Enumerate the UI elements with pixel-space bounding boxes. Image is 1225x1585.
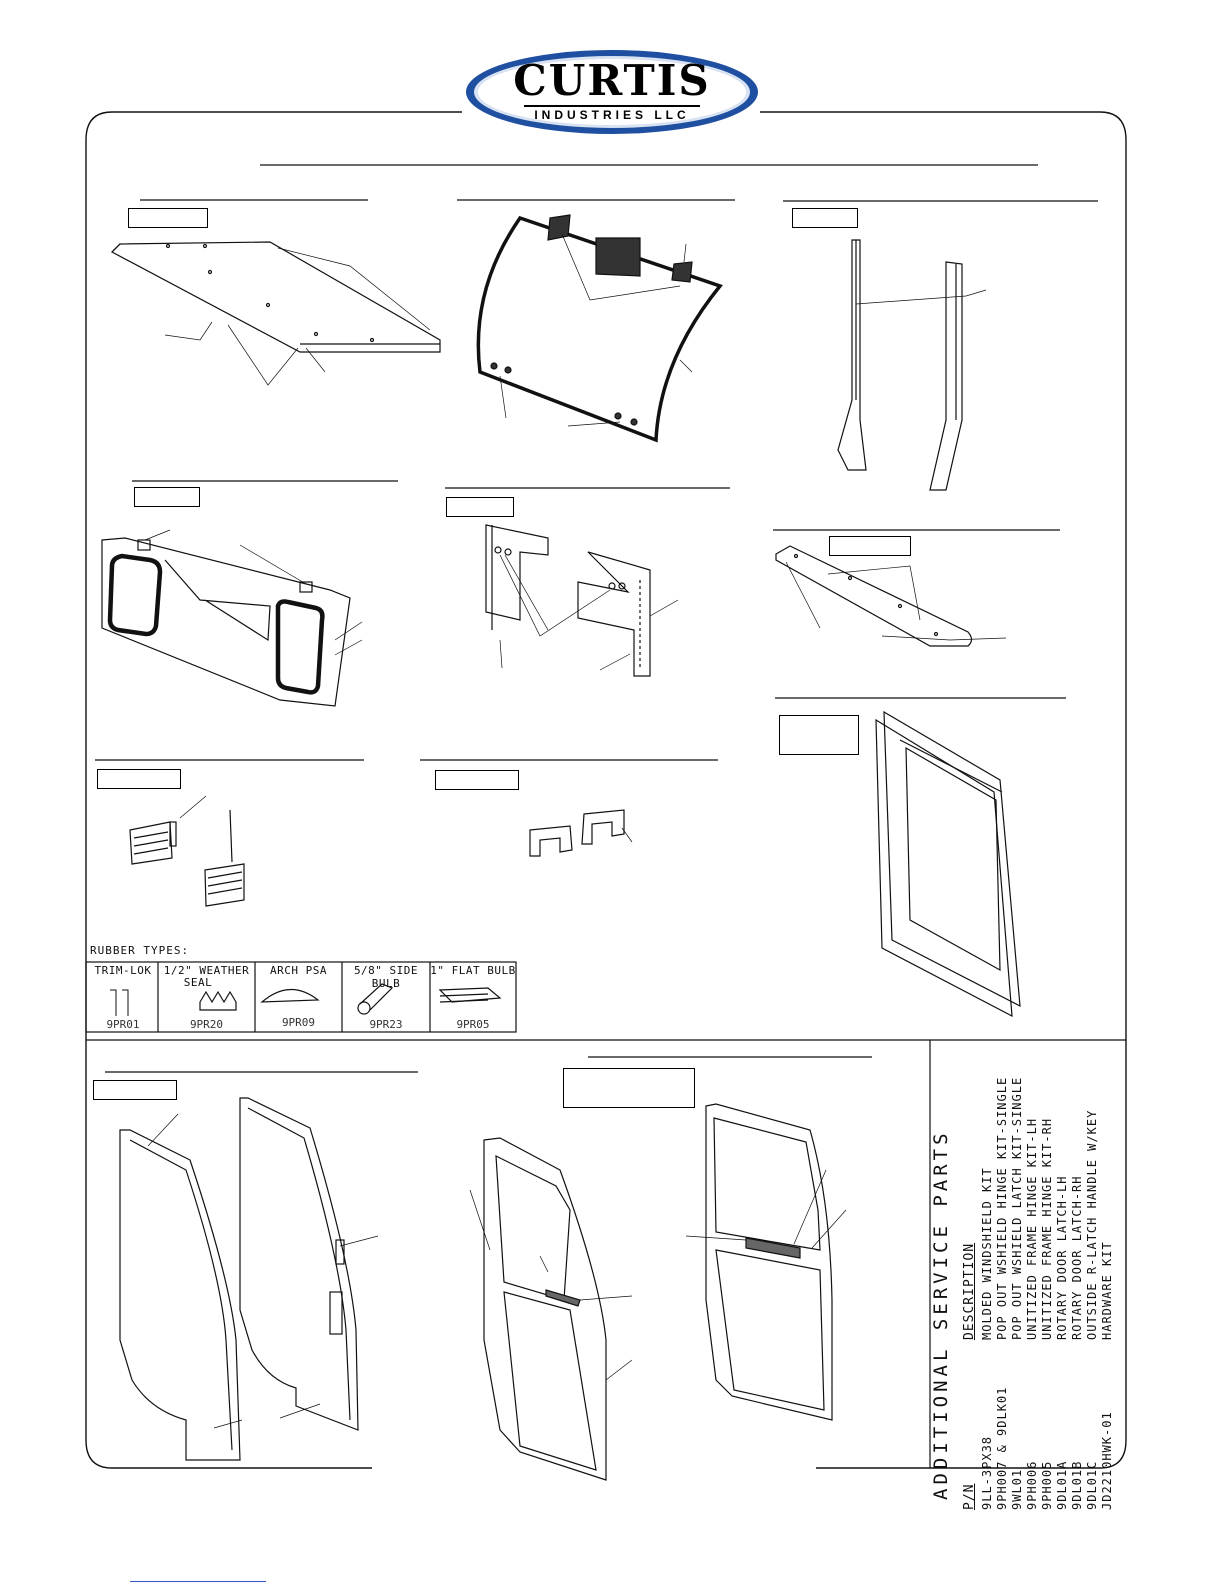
rubber-code-arch-psa: 9PR09	[281, 1016, 316, 1029]
label-box-upper-frame	[134, 487, 200, 507]
logo-subtitle: INDUSTRIES LLC	[534, 108, 690, 122]
rubber-code-flat-bulb: 9PR05	[456, 1018, 490, 1031]
door-frames-drawing	[120, 1098, 378, 1460]
label-box-posts	[792, 208, 858, 228]
hinge-brackets-drawing	[486, 525, 678, 676]
rubber-types-title: RUBBER TYPES:	[90, 944, 190, 957]
service-part-desc: ROTARY DOOR LATCH-LH	[1055, 1175, 1069, 1340]
service-part-pn: 9DL01A	[1055, 1460, 1069, 1510]
service-part-desc: HARDWARE KIT	[1100, 1241, 1114, 1340]
seal-strips-drawing	[130, 796, 244, 906]
service-part-pn: 9DL01C	[1085, 1460, 1099, 1510]
rubber-label-trim-lok: TRIM-LOK	[94, 964, 152, 977]
service-part-pn: 9PH007 & 9DLK01	[995, 1386, 1009, 1510]
service-part-desc: POP OUT WSHIELD HINGE KIT-SINGLE	[995, 1076, 1009, 1340]
rubber-label-flat-bulb: 1" FLAT BULB	[430, 964, 516, 977]
label-box-front-sill	[829, 536, 911, 556]
label-box-door-frames	[93, 1080, 177, 1100]
upper-frame-drawing	[102, 530, 362, 706]
column-header-description: DESCRIPTION	[962, 1242, 977, 1340]
label-box-hinge-brackets	[446, 497, 514, 517]
label-box-rotary-doors	[563, 1068, 695, 1108]
service-part-desc: UNITIZED FRAME HINGE KIT-LH	[1025, 1117, 1039, 1340]
rubber-label-side-bulb: 5/8" SIDE BULB	[353, 964, 419, 990]
latch-brackets-drawing	[530, 810, 632, 856]
rotary-doors-drawing	[470, 1104, 846, 1480]
label-box-rear-window	[779, 715, 859, 755]
service-part-pn: 9PH005	[1040, 1460, 1054, 1510]
footer-link-underline[interactable]	[130, 1581, 266, 1582]
rubber-code-side-bulb: 9PR23	[369, 1018, 403, 1031]
service-parts-heading: ADDITIONAL SERVICE PARTS	[930, 1129, 952, 1500]
rubber-label-weather-seal: 1/2" WEATHER	[163, 964, 250, 977]
service-part-desc: ROTARY DOOR LATCH-RH	[1070, 1175, 1084, 1340]
service-part-desc: POP OUT WSHIELD LATCH KIT-SINGLE	[1010, 1076, 1024, 1340]
label-box-seal-strips	[97, 769, 181, 789]
service-part-pn: 9WL01	[1010, 1468, 1024, 1510]
posts-drawing	[838, 240, 986, 490]
rear-window-drawing	[876, 712, 1020, 1016]
label-box-roof	[128, 208, 208, 228]
logo-name: CURTIS	[513, 56, 711, 105]
rubber-code-trim-lok: 9PR01	[106, 1018, 140, 1031]
rubber-code-weather-seal: 9PR20	[189, 1018, 224, 1031]
roof-panel-drawing	[112, 242, 440, 385]
column-header-pn: P/N	[962, 1483, 977, 1510]
service-part-pn: 9DL01B	[1070, 1460, 1084, 1510]
rubber-label-weather-seal-2: SEAL	[183, 976, 213, 989]
service-part-desc: MOLDED WINDSHIELD KIT	[980, 1167, 994, 1340]
service-part-desc: OUTSIDE R-LATCH HANDLE W/KEY	[1085, 1109, 1099, 1340]
service-part-pn: JD2210HWK-01	[1100, 1411, 1114, 1510]
service-part-pn: 9LL-3PX38	[980, 1435, 994, 1510]
service-part-pn: 9PH006	[1025, 1460, 1039, 1510]
rubber-label-arch-psa: ARCH PSA	[270, 964, 327, 977]
windshield-drawing	[478, 215, 720, 440]
service-parts-table	[930, 1040, 1120, 1510]
label-box-latch-brackets	[435, 770, 519, 790]
service-part-desc: UNITIZED FRAME HINGE KIT-RH	[1040, 1117, 1054, 1340]
front-sill-drawing	[776, 546, 1006, 646]
